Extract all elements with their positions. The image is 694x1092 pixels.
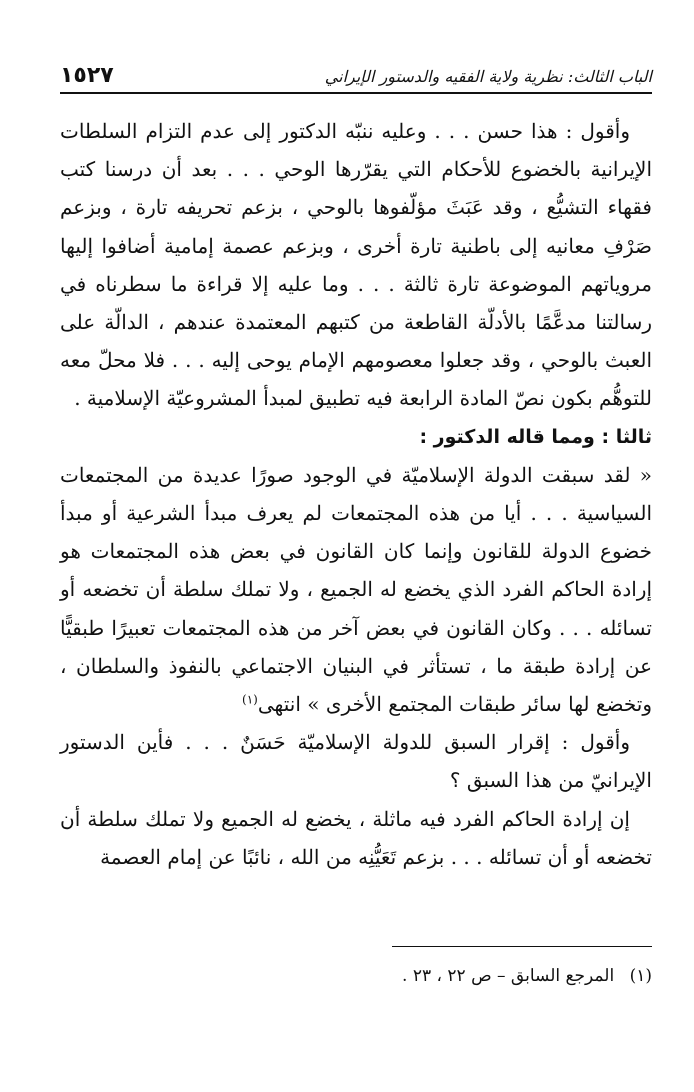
page-number: ١٥٢٧: [60, 63, 114, 88]
section-heading: ثالثا : ومما قاله الدكتور :: [419, 425, 652, 448]
paragraph: وأقول : إقرار السبق للدولة الإسلاميّة حَسَنٌ . . . فأين الدستور الإيرانيّ من هذا السبق ؟: [60, 730, 652, 793]
running-title: الباب الثالث: نظرية ولاية الفقيه والدستور الإيراني: [324, 67, 652, 86]
quoted-paragraph: [60, 456, 652, 723]
footnote-mark: (١): [629, 966, 652, 986]
footnote-text: المرجع السابق – ص ٢٢ ، ٢٣ .: [402, 966, 615, 986]
paragraph: إن إرادة الحاكم الفرد فيه ماثلة ، يخضع له الجميع ولا تملك سلطة أن تخضعه أو أن تسائله . . . بزعم تَعَيُّنِه من الله ، نائبًا عن إمام العصمة: [60, 806, 652, 869]
footnote-reference: (١): [242, 692, 258, 707]
footnote: [60, 962, 652, 990]
main-text: [60, 112, 652, 876]
quote-text: « لقد سبقت الدولة الإسلاميّة في الوجود صورًا عديدة من المجتمعات السياسية . . . أيا من هذه المجتمعات لم يعرف مبدأ الشرعية أو مبدأ خضوع الدولة للقانون وإنما كان القانون في بعض هذه المجتمعات هو إرادة الحاكم الفرد الذي يخضع له الجميع ، ولا تملك سلطة أن تخضعه أو تسائله . . . وكان القانون في بعض آخر من هذه المجتمعات تعبيرًا طبقيًّا عن إرادة طبقة ما ، تستأثر في البنيان الاجتماعي بالنفوذ والسلطان ، وتخضع لها سائر طبقات المجتمع الأخرى » انتهى: [60, 462, 652, 717]
page-header: [60, 52, 652, 94]
footnote-divider: [392, 946, 652, 947]
paragraph: وأقول : هذا حسن . . . وعليه ننبّه الدكتور إلى عدم التزام السلطات الإيرانية بالخضوع للأحكام التي يقرّرها الوحي . . . بعد أن درسنا كتب فقهاء التشيُّع ، وقد عَبَثَ مؤلّفوها بالوحي ، بزعم تحريفه تارة ، وبزعم صَرْفِ معانيه إلى باطنية تارة أخرى ، وبزعم عصمة إمامية أضافوا إليها مروياتهم الموضوعة تارة ثالثة . . . وما عليه إلا قراءة ما سطرناه في رسالتنا مدعَّمًا بالأدلّة القاطعة من كتبهم المعتمدة عندهم ، الدالّة على العبث بالوحي ، وقد جعلوا معصومهم الإمام يوحى إليه . . . فلا محلّ معه للتوهُّم بكون نصّ المادة الرابعة فيه تطبيق لمبدأ المشروعيّة الإسلامية .: [60, 119, 652, 411]
